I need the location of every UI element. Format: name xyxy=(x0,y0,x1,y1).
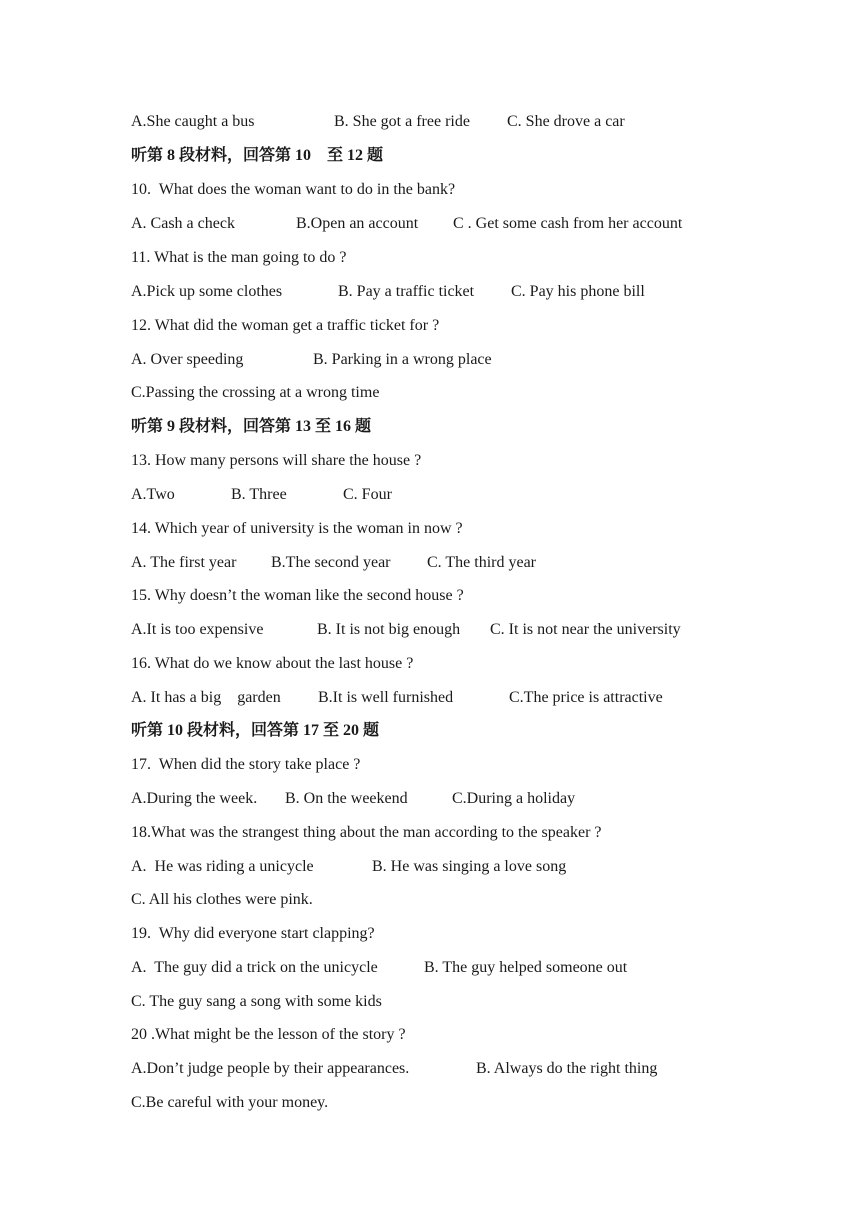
question-15: 15. Why doesn’t the woman like the second house ? xyxy=(131,587,464,604)
option-c: C. It is not near the university xyxy=(490,621,681,638)
question-20: 20 .What might be the lesson of the story ? xyxy=(131,1026,406,1043)
answer-options-line xyxy=(131,856,567,878)
option-c: C.The price is attractive xyxy=(509,689,663,706)
option-b: B. Parking in a wrong place xyxy=(313,351,492,368)
option-b: B.Open an account xyxy=(296,215,419,232)
answer-options-line xyxy=(131,213,683,235)
option-a: A. He was riding a unicycle xyxy=(131,858,314,875)
answer-options-line xyxy=(131,687,663,709)
question-18: 18.What was the strangest thing about the man according to the speaker ? xyxy=(131,824,602,841)
option-b: B.The second year xyxy=(271,554,391,571)
option-a: A. The first year xyxy=(131,554,237,571)
answer-options-line xyxy=(131,111,625,133)
option-a: A.During the week. xyxy=(131,790,258,807)
option-b: B. Always do the right thing xyxy=(476,1060,658,1077)
option-c: C . Get some cash from her account xyxy=(453,215,683,232)
answer-option-c: C. The guy sang a song with some kids xyxy=(131,993,382,1010)
answer-options-line xyxy=(131,349,492,371)
question-11: 11. What is the man going to do ? xyxy=(131,249,347,266)
answer-options-line xyxy=(131,788,576,810)
question-14: 14. Which year of university is the woman in now ? xyxy=(131,520,463,537)
answer-options-line xyxy=(131,484,392,506)
option-a: A.She caught a bus xyxy=(131,113,255,130)
question-19: 19. Why did everyone start clapping? xyxy=(131,925,375,942)
question-17: 17. When did the story take place ? xyxy=(131,756,361,773)
answer-options-line xyxy=(131,552,537,574)
option-c: C. She drove a car xyxy=(507,113,625,130)
answer-option-c: C.Passing the crossing at a wrong time xyxy=(131,384,380,401)
question-12: 12. What did the woman get a traffic ticket for ? xyxy=(131,317,440,334)
answer-option-c: C. All his clothes were pink. xyxy=(131,891,313,908)
option-a: A. It has a big garden xyxy=(131,689,281,706)
option-a: A. Cash a check xyxy=(131,215,235,232)
option-b: B. Three xyxy=(231,486,287,503)
option-a: A.It is too expensive xyxy=(131,621,264,638)
answer-options-line xyxy=(131,281,645,303)
section-heading: 听第 10 段材料，回答第 17 至 20 题 xyxy=(131,722,380,739)
option-b: B. She got a free ride xyxy=(334,113,470,130)
option-c: C. The third year xyxy=(427,554,537,571)
option-a: A.Don’t judge people by their appearances. xyxy=(131,1060,410,1077)
option-c: C.During a holiday xyxy=(452,790,576,807)
question-13: 13. How many persons will share the house ? xyxy=(131,452,422,469)
section-heading: 听第 8 段材料，回答第 10 至 12 题 xyxy=(131,147,384,164)
option-a: A. Over speeding xyxy=(131,351,244,368)
option-b: B. He was singing a love song xyxy=(372,858,567,875)
answer-options-line xyxy=(131,619,681,641)
option-a: A.Pick up some clothes xyxy=(131,283,283,300)
section-heading: 听第 9 段材料，回答第 13 至 16 题 xyxy=(131,418,372,435)
answer-options-line xyxy=(131,1058,658,1080)
option-b: B. The guy helped someone out xyxy=(424,959,628,976)
question-10: 10. What does the woman want to do in the bank? xyxy=(131,181,456,198)
option-a: A. The guy did a trick on the unicycle xyxy=(131,959,378,976)
option-c: C. Four xyxy=(343,486,392,503)
answer-options-line xyxy=(131,957,628,979)
option-a: A.Two xyxy=(131,486,175,503)
option-b: B. Pay a traffic ticket xyxy=(338,283,475,300)
question-16: 16. What do we know about the last house ? xyxy=(131,655,414,672)
option-b: B. On the weekend xyxy=(285,790,408,807)
option-b: B. It is not big enough xyxy=(317,621,461,638)
option-b: B.It is well furnished xyxy=(318,689,454,706)
option-c: C. Pay his phone bill xyxy=(511,283,645,300)
answer-option-c: C.Be careful with your money. xyxy=(131,1094,329,1111)
